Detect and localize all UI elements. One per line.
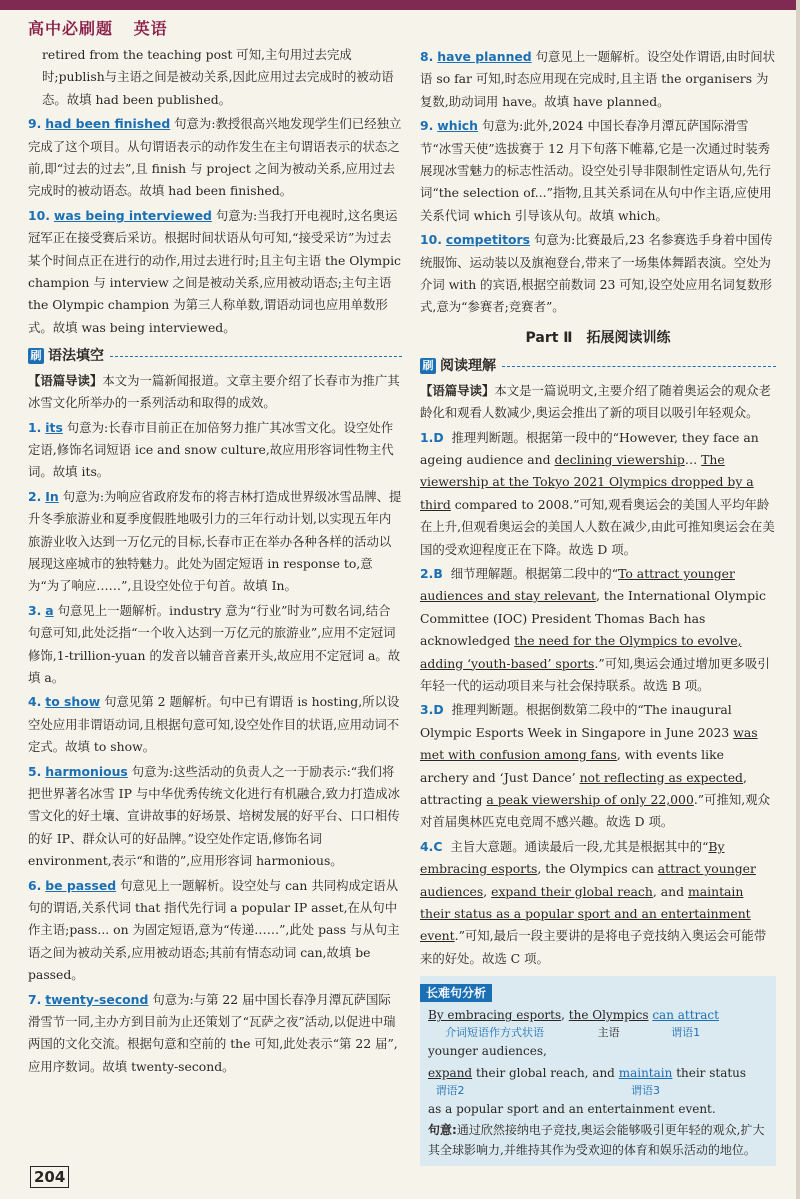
item-explanation: 推理判断题。根据倒数第二段中的“The inaugural Olympic Esports Week in Singapore in June 2023 [420,702,734,740]
annotated-phrase: expand 谓语2 [428,1066,473,1098]
answer-item-g6 [28,875,402,987]
item-answer: to show [45,694,101,710]
item-explanation: , the Olympics can [537,861,658,877]
item-answer: which [437,118,478,134]
guide-label: 【语篇导读】 [420,382,495,398]
section-badge: 刷 [420,358,436,374]
book-title: 高中必刷题 [28,19,114,38]
item-explanation: 句意见上一题解析。industry 意为“行业”时为可数名词,结合句意可知,此处泛指“一个收入达到一万亿元的旅游业”,应用不定冠词修饰,1-trillion-yuan 的发音以辅音音素开头,故应用不定冠词 a。故填 a。 [28,602,401,685]
passage-guide [28,370,402,415]
analysis-line-3: as a popular sport and an entertainment event. [428,1102,716,1117]
item-explanation: compared to 2008.”可知,观看奥运会的美国人平均年龄在上升,但观看奥运会的美国人人数在减少,由此可推知奥运会在美国的受欢迎程度正在下降。故选 D 项。 [420,496,775,557]
underlined-quote: was met with confusion among fans [420,724,758,763]
item-number: 1. [28,419,42,435]
analysis-line-2 [428,1062,768,1098]
item-answer: harmonious [45,763,128,779]
annotated-phrase: the Olympics 主语 [568,1008,649,1040]
answer-item-g4 [28,691,402,758]
passage-guide [420,380,776,425]
reading-answer-4 [420,836,776,970]
item-explanation: 句意为:教授很高兴地发现学生们已经独立完成了这个项目。从句谓语表示的动作发生在主句谓语表示的状态之前,即“过去的过去”,且 finish 与 project 之间为被动关系,应用过去完成时的被动语态。故填 had been finished。 [28,116,402,199]
item-explanation: 句意为:为响应省政府发布的将吉林打造成世界级冰雪品牌、提升冬季旅游业和夏季度假胜地吸引力的三年行动计划,以实现五年内旅游业收入达到一万亿元的目标,长春市正在举办各种各样的活动以展现这座城市的独特魅力。此处为固定短语 in response to,意为“为了响应……”,且设空处位于句首。故填 In。 [28,488,402,594]
answer-item-g9 [420,115,776,227]
guide-text: 本文为一篇新闻报道。文章主要介绍了长春市为推广其冰雪文化所举办的一系列活动和取得的成效。 [28,372,400,411]
section-divider [110,355,402,357]
section-badge: 刷 [28,348,44,364]
analysis-meaning: 句意:通过欣然接纳电子竞技,奥运会能够吸引更年轻的观众,扩大其全球影响力,并维持其作为受欢迎的体育和娱乐活动的地位。 [428,1123,765,1158]
item-number: 7. [28,991,42,1007]
item-number: 8. [420,49,434,64]
item-explanation: , [483,883,492,899]
item-answer: twenty-second [45,991,149,1007]
annotated-phrase: can attract 谓语1 [652,1008,719,1040]
guide-text: 本文是一篇说明文,主要介绍了随着奥运会的观众老龄化和观看人数减少,奥运会推出了新的项目以吸引年轻观众。 [420,382,771,421]
item-explanation: , attracting [420,769,747,807]
underlined-quote: not reflecting as expected [579,769,743,785]
section-divider [502,365,776,367]
right-column [420,44,776,1166]
item-answer: its [45,419,63,435]
annotated-phrase: maintain 谓语3 [618,1066,673,1098]
answer-item-l9 [28,113,402,203]
reading-answer-3 [420,699,776,833]
answer-item-g5 [28,761,402,873]
item-answer: C [433,838,443,854]
analysis-title: 长难句分析 [420,984,492,1002]
section-heading-grammar [28,345,402,367]
analysis-text: their status [676,1066,747,1081]
analysis-text: younger audiences, [428,1044,547,1059]
item-explanation: , and [652,883,688,899]
top-color-bar [0,0,800,10]
item-answer: D [433,702,444,718]
item-answer: B [433,565,443,581]
underlined-quote: attract younger audiences [420,861,756,899]
reading-answer-1 [420,427,776,561]
page-edge [796,0,800,1199]
item-explanation: 句意为:长春市目前正在加倍努力推广其冰雪文化。设空处作定语,修饰名词短语 ice and snow culture,故应用形容词性物主代词。故填 its。 [28,419,394,480]
item-explanation: … [684,451,702,467]
answer-item-g3 [28,600,402,690]
analysis-line-1: By embracing esports 介词短语作方式状语 , the Olympics 主语 can attract 谓语1 younger audiences, [428,1004,768,1062]
item-answer: D [433,429,444,445]
underlined-quote: expand their global reach [491,883,653,899]
underlined-quote: maintain their status as a popular sport and an entertainment event [420,883,751,944]
item-number: 10. [420,232,442,248]
answer-item-g8 [420,46,776,113]
item-answer: a [45,602,54,618]
item-explanation: 句意为:比赛最后,23 名参赛选手身着中国传统服饰、运动装以及旗袍登台,带来了一场集体舞蹈表演。空处为介词 with 的宾语,根据空前数词 23 可知,设空处应用名词复数形式,意为“参赛者;竞赛者”。 [420,232,773,315]
item-explanation: 细节理解题。根据第二段中的“ [450,565,619,581]
item-number: 4. [420,838,434,854]
item-answer: had been finished [45,116,171,132]
item-number: 9. [420,118,434,134]
underlined-quote: The viewership at the Tokyo 2021 Olympics dropped by a third [420,451,754,512]
answer-item-g10 [420,229,776,319]
item-explanation: 句意为:这些活动的负责人之一于励表示:“我们将把世界著名冰雪 IP 与中华优秀传统文化进行有机融合,致力打造成冰雪文化的好土壤、宣讲故事的好场景、培树发展的好平台、口口相传的好 IP、群众认可的好品牌。”设空处作定语,修饰名词 environment,表示“和谐的”,应用形容词 harmonious。 [28,763,400,869]
item-number: 6. [28,877,42,893]
item-explanation: 句意见上一题解析。设空处与 can 共同构成定语从句的谓语,关系代词 that 指代先行词 a popular IP asset,在从句中作主语;pass... on 为固定短语,意为“传递……”,此处 pass 与从句主语之间为被动关系,应用被动语态;其前有情态动词 can,故填 be passed。 [28,877,400,983]
item-explanation: .”可知,最后一段主要讲的是将电子竞技纳入奥运会可能带来的好处。故选 C 项。 [420,928,767,966]
answer-item-g2 [28,486,402,598]
underlined-quote: the need for the Olympics to evolve, adding ‘youth-based’ sports [420,633,742,671]
item-answer: be passed [45,877,117,893]
item-number: 9. [28,116,42,132]
underlined-quote: To attract younger audiences and stay relevant [420,565,735,604]
item-explanation: .”可知,奥运会通过增加更多吸引年轻一代的运动项目来与社会保持联系。故选 B 项。 [420,655,770,693]
continued-paragraph: retired from the teaching post 可知,主句用过去完成时;publish与主语之间是被动关系,因此应用过去完成时的被动语态。故填 had been published。 [42,47,394,107]
item-number: 5. [28,763,42,779]
underlined-quote: declining viewership [554,451,685,467]
item-explanation: 句意见上一题解析。设空处作谓语,由时间状语 so far 可知,时态应用现在完成时,且主语 the organisers 为复数,助动词用 have。故填 have planned。 [420,49,775,109]
item-answer: have planned [437,49,532,64]
item-answer: competitors [445,232,531,248]
analysis-text: their global reach, and [475,1066,615,1081]
reading-answer-2 [420,563,776,697]
answer-item-l10 [28,205,402,339]
item-number: 2. [28,488,42,504]
item-number: 10. [28,207,50,223]
item-number: 3. [420,702,434,718]
section-title: 语法填空 [48,348,104,365]
answer-item-g7 [28,989,402,1079]
answer-item-g1 [28,417,402,484]
item-answer: was being interviewed [53,207,212,223]
item-number: 1. [420,429,434,445]
item-explanation: .”可推知,观众对首届奥林匹克电竞周不感兴趣。故选 D 项。 [420,792,770,830]
sentence-analysis-box [420,976,776,1166]
subject-label: 英语 [133,19,168,38]
running-head [28,16,182,39]
part-title: Part Ⅱ 拓展阅读训练 [525,329,671,346]
underlined-quote: By embracing esports [420,838,725,877]
item-explanation: 句意见第 2 题解析。句中已有谓语 is hosting,所以设空处应用非谓语动词,且根据句意可知,设空处作目的状语,应用动词不定式。故填 to show。 [28,694,400,755]
annotated-phrase: By embracing esports 介词短语作方式状语 [428,1008,562,1040]
item-answer: In [45,488,59,504]
item-number: 4. [28,694,42,710]
item-explanation: , with events like archery and ‘Just Dance’ [420,747,724,785]
guide-label: 【语篇导读】 [28,372,103,388]
item-explanation: 句意为:此外,2024 中国长春净月潭瓦萨国际滑雪节“冰雪天使”选拔赛于 12 月下旬落下帷幕,它是一次通过时装秀展现冰雪魅力的标志性活动。设空处引导非限制性定语从句,先行词“the selection of...”指物,且其关系词在从句中作主语,应使用关系代词 which 引导该从句。故填 which。 [420,118,772,223]
item-number: 3. [28,602,42,618]
item-explanation: 推理判断题。根据第一段中的“However, they face an ageing audience and [420,429,759,467]
underlined-quote: a peak viewership of only 22,000 [486,792,694,807]
item-explanation: 主旨大意题。通读最后一段,尤其是根据其中的“ [450,838,709,854]
item-explanation: 句意为:与第 22 届中国长春净月潭瓦萨国际滑雪节一同,主办方到目前为止还策划了“瓦萨之夜”活动,以促进中瑞两国的文化交流。根据句意和空前的 the 可知,此处表示“第 22 届”,应用序数词。故填 twenty-second。 [28,991,398,1074]
item-number: 2. [420,565,434,581]
left-column [28,44,402,1078]
section-heading-reading [420,355,776,377]
page-number: 204 [30,1166,69,1188]
section-title: 阅读理解 [440,358,496,375]
item-explanation: , the International Olympic Committee (IOC) President Thomas Bach has acknowledged [420,588,766,649]
item-explanation: 句意为:当我打开电视时,这名奥运冠军正在接受赛后采访。根据时间状语从句可知,“接受采访”为过去某个时间点正在进行的动作,用过去进行时;且主句主语 the Olympic champion 与 interview 之间是被动关系,应用被动语态;主句主语 the Olympic champion 为第三人称单数,谓语动词也应用单数形式。故填 was being interviewed。 [28,207,401,335]
